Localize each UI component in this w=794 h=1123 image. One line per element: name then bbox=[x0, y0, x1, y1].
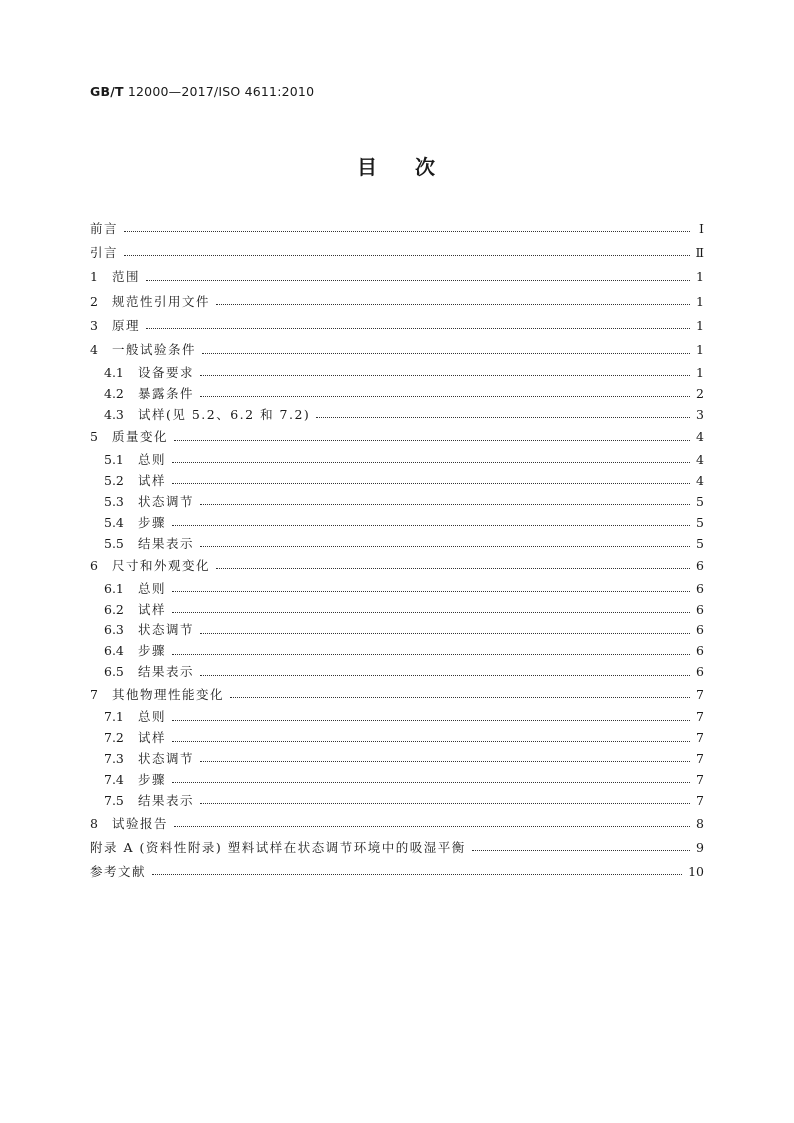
toc-entry-page: 2 bbox=[696, 385, 704, 401]
toc-entry-page: 7 bbox=[696, 686, 704, 702]
toc-entry-page: 7 bbox=[696, 730, 704, 746]
toc-entry-number: 1 bbox=[90, 269, 98, 285]
toc-entry[interactable] bbox=[90, 405, 704, 426]
toc-entry-page: 7 bbox=[696, 772, 704, 788]
toc-entry-page: 5 bbox=[696, 514, 704, 530]
toc-entry[interactable] bbox=[90, 425, 704, 449]
toc-entry[interactable] bbox=[90, 683, 704, 707]
toc-entry-title: 结果表示 bbox=[138, 535, 195, 551]
toc-entry[interactable] bbox=[90, 533, 704, 554]
toc-entry-number: 8 bbox=[90, 815, 98, 831]
toc-dot-leader bbox=[200, 374, 690, 376]
toc-entry-number: 7.1 bbox=[104, 709, 124, 725]
toc-dot-leader bbox=[172, 719, 690, 721]
toc-entry-number: 5.2 bbox=[104, 472, 124, 488]
toc-entry-page: Ⅱ bbox=[695, 245, 704, 261]
toc-entry-title: 状态调节 bbox=[138, 622, 195, 638]
toc-entry-page: 7 bbox=[696, 709, 704, 725]
toc-entry-title: 引言 bbox=[90, 245, 119, 261]
standard-prefix: GB/T bbox=[90, 84, 124, 99]
toc-entry-page: 6 bbox=[696, 580, 704, 596]
toc-entry-page: 7 bbox=[696, 751, 704, 767]
toc-entry-page: 6 bbox=[696, 558, 704, 574]
toc-entry-number: 7.4 bbox=[104, 772, 124, 788]
toc-dot-leader bbox=[172, 482, 690, 484]
toc-entry-title: 试样 bbox=[138, 601, 167, 617]
toc-entry-page: 3 bbox=[696, 406, 704, 422]
toc-dot-leader bbox=[174, 439, 690, 441]
toc-dot-leader bbox=[202, 352, 690, 354]
toc-entry[interactable] bbox=[90, 579, 704, 600]
toc-entry-title: 总则 bbox=[138, 709, 167, 725]
toc-dot-leader bbox=[200, 632, 690, 634]
toc-entry[interactable] bbox=[90, 266, 704, 290]
toc-entry-number: 4.3 bbox=[104, 406, 124, 422]
toc-entry-title: 前言 bbox=[90, 220, 119, 236]
toc-dot-leader bbox=[200, 802, 690, 804]
toc-dot-leader bbox=[124, 230, 690, 232]
toc-entry-page: 9 bbox=[696, 839, 704, 855]
toc-entry-title: 步骤 bbox=[138, 514, 167, 530]
toc-entry-page: 6 bbox=[696, 622, 704, 638]
toc-entry[interactable] bbox=[90, 836, 704, 860]
toc-entry-number: 5.3 bbox=[104, 493, 124, 509]
toc-entry-number: 7 bbox=[90, 686, 98, 702]
toc-entry-title: 质量变化 bbox=[112, 429, 169, 445]
toc-entry-title: 步骤 bbox=[138, 772, 167, 788]
toc-entry-page: 5 bbox=[696, 493, 704, 509]
toc-dot-leader bbox=[124, 254, 689, 256]
toc-entry-title: 步骤 bbox=[138, 643, 167, 659]
toc-entry-page: 6 bbox=[696, 664, 704, 680]
standard-designation: 12000—2017/ISO 4611:2010 bbox=[123, 84, 315, 99]
toc-entry-number: 6.3 bbox=[104, 622, 124, 638]
page-title-part1: 目 bbox=[357, 155, 379, 179]
toc-entry-title: 附录 A (资料性附录) 塑料试样在状态调节环境中的吸湿平衡 bbox=[90, 839, 466, 855]
toc-entry-number: 4.2 bbox=[104, 385, 124, 401]
toc-dot-leader bbox=[316, 416, 690, 418]
toc-entry-number: 2 bbox=[90, 293, 98, 309]
toc-entry[interactable] bbox=[90, 290, 704, 314]
toc-entry-number: 6.1 bbox=[104, 580, 124, 596]
toc-entry-title: 结果表示 bbox=[138, 664, 195, 680]
toc-entry[interactable] bbox=[90, 450, 704, 471]
toc-entry[interactable] bbox=[90, 770, 704, 791]
toc-entry-title: 范围 bbox=[112, 269, 141, 285]
toc-dot-leader bbox=[472, 849, 690, 851]
toc-entry-page: 1 bbox=[696, 293, 704, 309]
toc-entry-number: 7.3 bbox=[104, 751, 124, 767]
toc-entry-page: 5 bbox=[696, 535, 704, 551]
toc-entry[interactable] bbox=[90, 512, 704, 533]
toc-entry[interactable] bbox=[90, 641, 704, 662]
toc-entry-title: 总则 bbox=[138, 580, 167, 596]
toc-entry-title: 试样 bbox=[138, 472, 167, 488]
toc-entry-number: 4.1 bbox=[104, 364, 124, 380]
toc-entry-number: 5 bbox=[90, 429, 98, 445]
toc-entry[interactable] bbox=[90, 791, 704, 812]
toc-dot-leader bbox=[230, 696, 690, 698]
toc-dot-leader bbox=[172, 781, 690, 783]
toc-entry-title: 试验报告 bbox=[112, 815, 169, 831]
toc-entry-title: 设备要求 bbox=[138, 364, 195, 380]
toc-entry-title: 尺寸和外观变化 bbox=[112, 558, 211, 574]
page-title-part2: 次 bbox=[415, 155, 437, 179]
toc-entry-number: 6.2 bbox=[104, 601, 124, 617]
toc-dot-leader bbox=[216, 567, 690, 569]
toc-entry-title: 其他物理性能变化 bbox=[112, 686, 225, 702]
toc-entry-page: Ⅰ bbox=[699, 220, 704, 236]
toc-dot-leader bbox=[200, 395, 690, 397]
toc-entry-number: 7.2 bbox=[104, 730, 124, 746]
toc-entry[interactable] bbox=[90, 241, 704, 265]
toc-entry-page: 4 bbox=[696, 451, 704, 467]
toc-entry-title: 暴露条件 bbox=[138, 385, 195, 401]
toc-entry-page: 1 bbox=[696, 269, 704, 285]
toc-entry-page: 10 bbox=[688, 864, 704, 880]
toc-entry-number: 5.1 bbox=[104, 451, 124, 467]
toc-dot-leader bbox=[174, 825, 690, 827]
toc-dot-leader bbox=[172, 461, 690, 463]
toc-entry-page: 1 bbox=[696, 342, 704, 358]
toc-entry[interactable] bbox=[90, 599, 704, 620]
toc-entry-page: 6 bbox=[696, 643, 704, 659]
toc-entry-number: 6 bbox=[90, 558, 98, 574]
toc-entry-number: 3 bbox=[90, 318, 98, 334]
toc-entry[interactable] bbox=[90, 554, 704, 578]
toc-entry-title: 一般试验条件 bbox=[112, 342, 197, 358]
toc-entry[interactable] bbox=[90, 338, 704, 362]
toc-dot-leader bbox=[146, 327, 690, 329]
toc-entry-page: 7 bbox=[696, 793, 704, 808]
toc-entry-title: 试样 bbox=[138, 730, 167, 746]
toc-entry-number: 5.4 bbox=[104, 514, 124, 530]
toc-entry-number: 6.5 bbox=[104, 664, 124, 680]
toc-entry[interactable] bbox=[90, 620, 704, 641]
toc-dot-leader bbox=[200, 674, 690, 676]
toc-entry-number: 4 bbox=[90, 342, 98, 358]
toc-entry[interactable] bbox=[90, 363, 704, 384]
toc-dot-leader bbox=[172, 590, 690, 592]
toc-entry-page: 6 bbox=[696, 601, 704, 617]
toc-entry-page: 8 bbox=[696, 815, 704, 831]
toc-dot-leader bbox=[172, 611, 690, 613]
toc-dot-leader bbox=[200, 503, 690, 505]
toc-entry-number: 6.4 bbox=[104, 643, 124, 659]
standard-number bbox=[90, 84, 314, 99]
toc-entry-title: 试样(见 5.2、6.2 和 7.2) bbox=[138, 406, 311, 422]
toc-entry[interactable] bbox=[90, 812, 704, 836]
toc-entry-title: 规范性引用文件 bbox=[112, 293, 211, 309]
toc-entry-title: 结果表示 bbox=[138, 793, 195, 808]
toc-entry[interactable] bbox=[90, 662, 704, 683]
toc-entry-title: 状态调节 bbox=[138, 493, 195, 509]
toc-entry-title: 参考文献 bbox=[90, 864, 147, 880]
toc-entry-page: 1 bbox=[696, 364, 704, 380]
toc-dot-leader bbox=[200, 545, 690, 547]
toc-dot-leader bbox=[216, 303, 690, 305]
toc-dot-leader bbox=[200, 760, 690, 762]
toc-entry-title: 状态调节 bbox=[138, 751, 195, 767]
toc-entry-title: 总则 bbox=[138, 451, 167, 467]
toc-dot-leader bbox=[172, 653, 690, 655]
toc-dot-leader bbox=[146, 279, 690, 281]
toc-entry[interactable] bbox=[90, 728, 704, 749]
toc-entry[interactable] bbox=[90, 707, 704, 728]
toc-dot-leader bbox=[152, 873, 682, 875]
toc-entry-page: 4 bbox=[696, 429, 704, 445]
toc-entry[interactable] bbox=[90, 217, 704, 241]
page-title bbox=[0, 151, 794, 180]
toc-entry[interactable] bbox=[90, 860, 704, 884]
toc-entry-number: 5.5 bbox=[104, 535, 124, 551]
toc-entry[interactable] bbox=[90, 492, 704, 513]
toc-entry[interactable] bbox=[90, 471, 704, 492]
toc-entry-page: 1 bbox=[696, 318, 704, 334]
toc-dot-leader bbox=[172, 740, 690, 742]
toc-entry-title: 原理 bbox=[112, 318, 141, 334]
toc-entry[interactable] bbox=[90, 314, 704, 338]
toc-entry[interactable] bbox=[90, 384, 704, 405]
toc-dot-leader bbox=[172, 524, 690, 526]
toc-entry[interactable] bbox=[90, 749, 704, 770]
table-of-contents bbox=[90, 217, 704, 885]
toc-entry-number: 7.5 bbox=[104, 793, 124, 808]
toc-entry-page: 4 bbox=[696, 472, 704, 488]
